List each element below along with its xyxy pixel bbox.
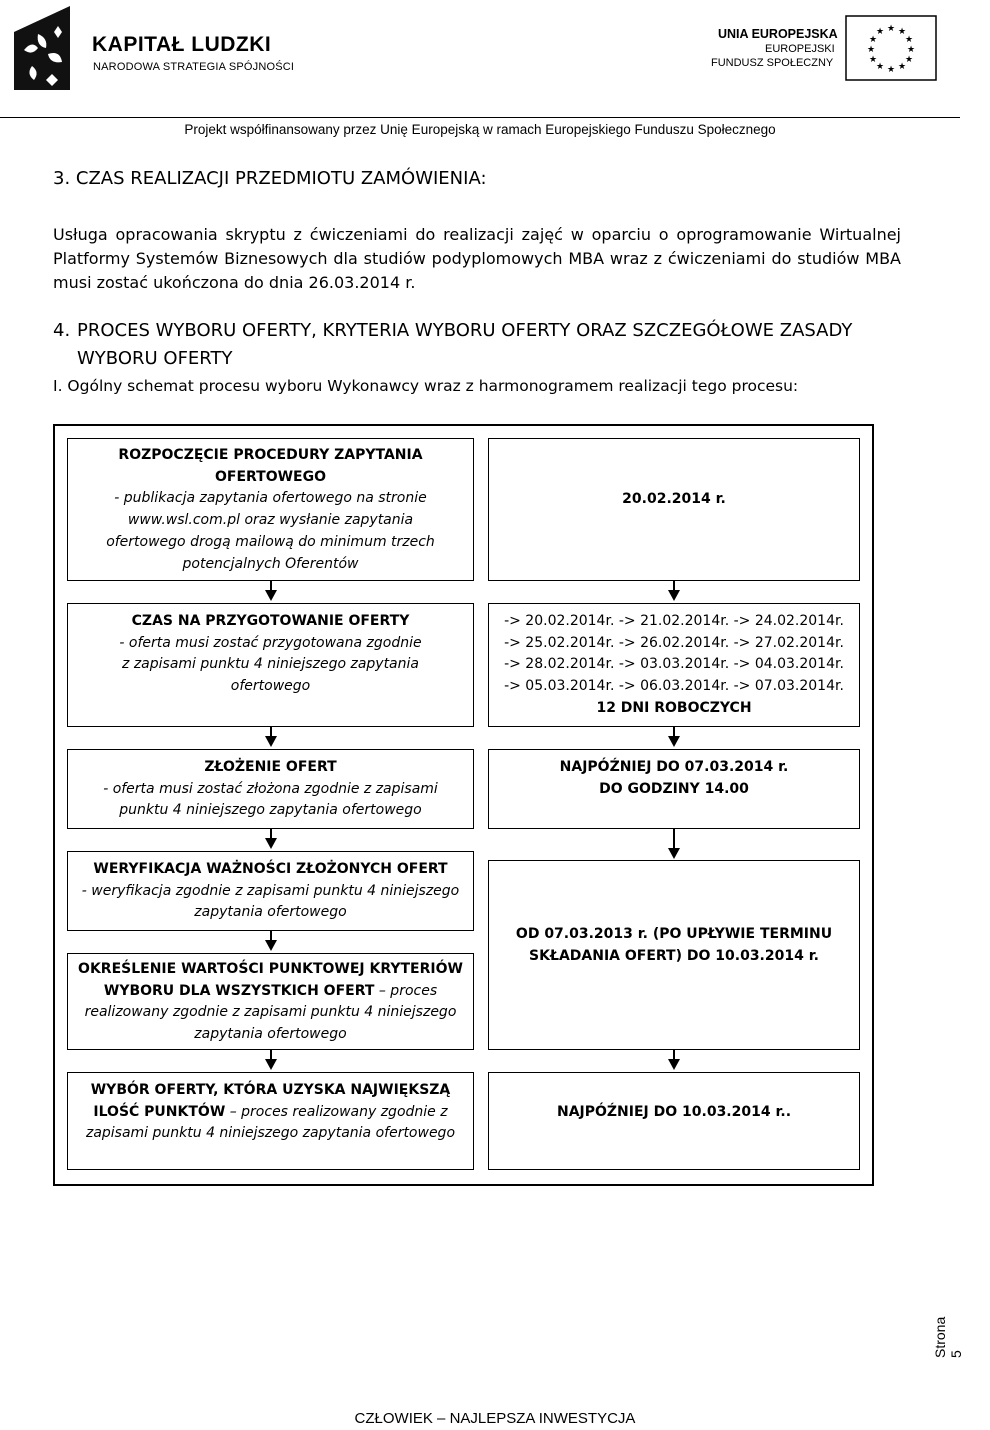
arrow-line (673, 829, 675, 849)
svg-text:★: ★ (904, 35, 914, 45)
date3-line2: DO GODZINY 14.00 (599, 780, 749, 797)
arrow-down-icon (668, 1059, 680, 1070)
box4-title: WERYFIKACJA WAŻNOŚCI ZŁOŻONYCH OFERT (93, 861, 448, 877)
arrow-down-icon (265, 590, 277, 601)
date3-line1: NAJPÓŹNIEJ DO 07.03.2014 r. (559, 759, 789, 775)
box5-dash-text: – proces (374, 982, 438, 999)
box4-line2: zapytania ofertowego (194, 904, 347, 921)
box5-title2: WYBORU DLA WSZYSTKICH OFERT (103, 982, 375, 999)
eu-logo-line2: EUROPEJSKI (765, 43, 835, 55)
footer-slogan: CZŁOWIEK – NAJLEPSZA INWESTYCJA (354, 1410, 636, 1427)
arrow-down-icon (265, 838, 277, 849)
section-4-subheading: I. Ogólny schemat procesu wyboru Wykonawcy wraz z harmonogramem realizacji tego procesu: (53, 377, 799, 395)
arrow-down-icon (668, 736, 680, 747)
svg-text:★: ★ (906, 45, 916, 55)
header-divider (0, 117, 960, 118)
box2-line1: - oferta musi zostać przygotowana zgodnie (119, 634, 422, 651)
flow-date-preparation (488, 603, 860, 727)
box6-title1: WYBÓR OFERTY, KTÓRA UZYSKA NAJWIĘKSZĄ (90, 1082, 451, 1098)
svg-text:★: ★ (886, 24, 896, 34)
box1-line2: www.wsl.com.pl oraz wysłanie zapytania (127, 512, 414, 529)
date5-text: NAJPÓŹNIEJ DO 10.03.2014 r.. (556, 1104, 792, 1120)
section-4-title: PROCES WYBORU OFERTY, KRYTERIA WYBORU OFERTY ORAZ SZCZEGÓŁOWE ZASADY WYBORU OFERTY (77, 320, 853, 369)
flow-box-start-procedure (67, 438, 474, 581)
svg-text:★: ★ (866, 45, 876, 55)
arrow-down-icon (265, 940, 277, 951)
flow-date-selection (488, 1072, 860, 1170)
svg-text:★: ★ (868, 35, 878, 45)
box5-line2: zapytania ofertowego (194, 1026, 347, 1043)
svg-text:★: ★ (868, 55, 878, 65)
box3-line1: - oferta musi zostać złożona zgodnie z zapisami (103, 780, 438, 797)
arrow-down-icon (668, 848, 680, 859)
box2-title: CZAS NA PRZYGOTOWANIE OFERTY (131, 613, 410, 629)
box1-title2: OFERTOWEGO (214, 468, 327, 485)
box1-line4: potencjalnych Oferentów (182, 555, 359, 572)
flow-box-selection (67, 1072, 474, 1170)
kapital-ludzki-emblem (8, 4, 74, 94)
date2-row4: -> 05.03.2014r. -> 06.03.2014r. -> 07.03.2014r. (504, 678, 844, 695)
page-number: Strona 5 (932, 1316, 964, 1358)
flow-date-verification-scoring (488, 860, 860, 1050)
box5-line1: realizowany zgodnie z zapisami punktu 4 niniejszego (84, 1004, 457, 1021)
date2-row1: -> 20.02.2014r. -> 21.02.2014r. -> 24.02.2014r. (504, 613, 844, 629)
box1-line3: ofertowego drogą mailową do minimum trzech (106, 533, 435, 550)
flow-box-verification (67, 851, 474, 931)
box4-line1: - weryfikacja zgodnie z zapisami punktu 4 niniejszego (81, 882, 460, 899)
date2-total: 12 DNI ROBOCZYCH (596, 699, 752, 716)
eu-logo-line3: FUNDUSZ SPOŁECZNY (711, 57, 834, 69)
box1-title1: ROZPOCZĘCIE PROCEDURY ZAPYTANIA (118, 447, 423, 463)
box6-title2: ILOŚĆ PUNKTÓW (93, 1103, 226, 1120)
box5-title1: OKREŚLENIE WARTOŚCI PUNKTOWEJ KRYTERIÓW (78, 961, 463, 977)
box2-line3: ofertowego (230, 678, 311, 695)
svg-text:★: ★ (875, 27, 885, 37)
date4-line2: SKŁADANIA OFERT) DO 10.03.2014 r. (529, 947, 819, 964)
svg-text:★: ★ (897, 27, 907, 37)
flow-box-scoring (67, 953, 474, 1050)
flow-date-start (488, 438, 860, 581)
flow-date-submission (488, 749, 860, 829)
section-3-paragraph: Usługa opracowania skryptu z ćwiczeniami do realizacji zajęć w oparciu o oprogramowanie Wirtualnej Platformy Systemów Biznesowych dla studiów podyplomowych MBA wraz z ćwiczeniami do studiów MBA musi zostać ukończona do dnia 26.03.2014 r. (53, 225, 901, 292)
arrow-down-icon (265, 736, 277, 747)
box6-dash-text: – proces realizowany zgodnie z (225, 1103, 448, 1120)
eu-logo-line1: UNIA EUROPEJSKA (718, 27, 838, 41)
box3-title: ZŁOŻENIE OFERT (204, 759, 337, 775)
kapital-ludzki-title: KAPITAŁ LUDZKI (92, 33, 272, 56)
date2-row3: -> 28.02.2014r. -> 03.03.2014r. -> 04.03.2014r. (504, 656, 844, 673)
date2-row2: -> 25.02.2014r. -> 26.02.2014r. -> 27.02.2014r. (504, 634, 844, 651)
flow-box-submission (67, 749, 474, 829)
box1-line1: - publikacja zapytania ofertowego na stronie (114, 490, 427, 507)
project-funding-line: Projekt współfinansowany przez Unię Europejską w ramach Europejskiego Funduszu Społecznego (184, 122, 776, 137)
arrow-down-icon (265, 1059, 277, 1070)
eu-flag-icon (845, 15, 937, 81)
arrow-down-icon (668, 590, 680, 601)
section-4-heading (53, 317, 893, 373)
box2-line2: z zapisami punktu 4 niniejszego zapytania (122, 656, 419, 673)
date4-line1: OD 07.03.2013 r. (PO UPŁYWIE TERMINU (515, 926, 833, 942)
svg-text:★: ★ (886, 65, 896, 75)
svg-text:★: ★ (875, 62, 885, 72)
flow-box-preparation (67, 603, 474, 727)
box3-line2: punktu 4 niniejszego zapytania ofertowego (119, 802, 422, 819)
box6-line1: zapisami punktu 4 niniejszego zapytania ofertowego (85, 1125, 456, 1142)
section-3-heading: 3. CZAS REALIZACJI PRZEDMIOTU ZAMÓWIENIA: (53, 168, 487, 189)
kapital-ludzki-subtitle: NARODOWA STRATEGIA SPÓJNOŚCI (93, 61, 295, 73)
date1-text: 20.02.2014 r. (622, 491, 726, 507)
svg-text:★: ★ (904, 55, 914, 65)
svg-text:★: ★ (897, 62, 907, 72)
section-4-number: 4. (53, 320, 71, 341)
